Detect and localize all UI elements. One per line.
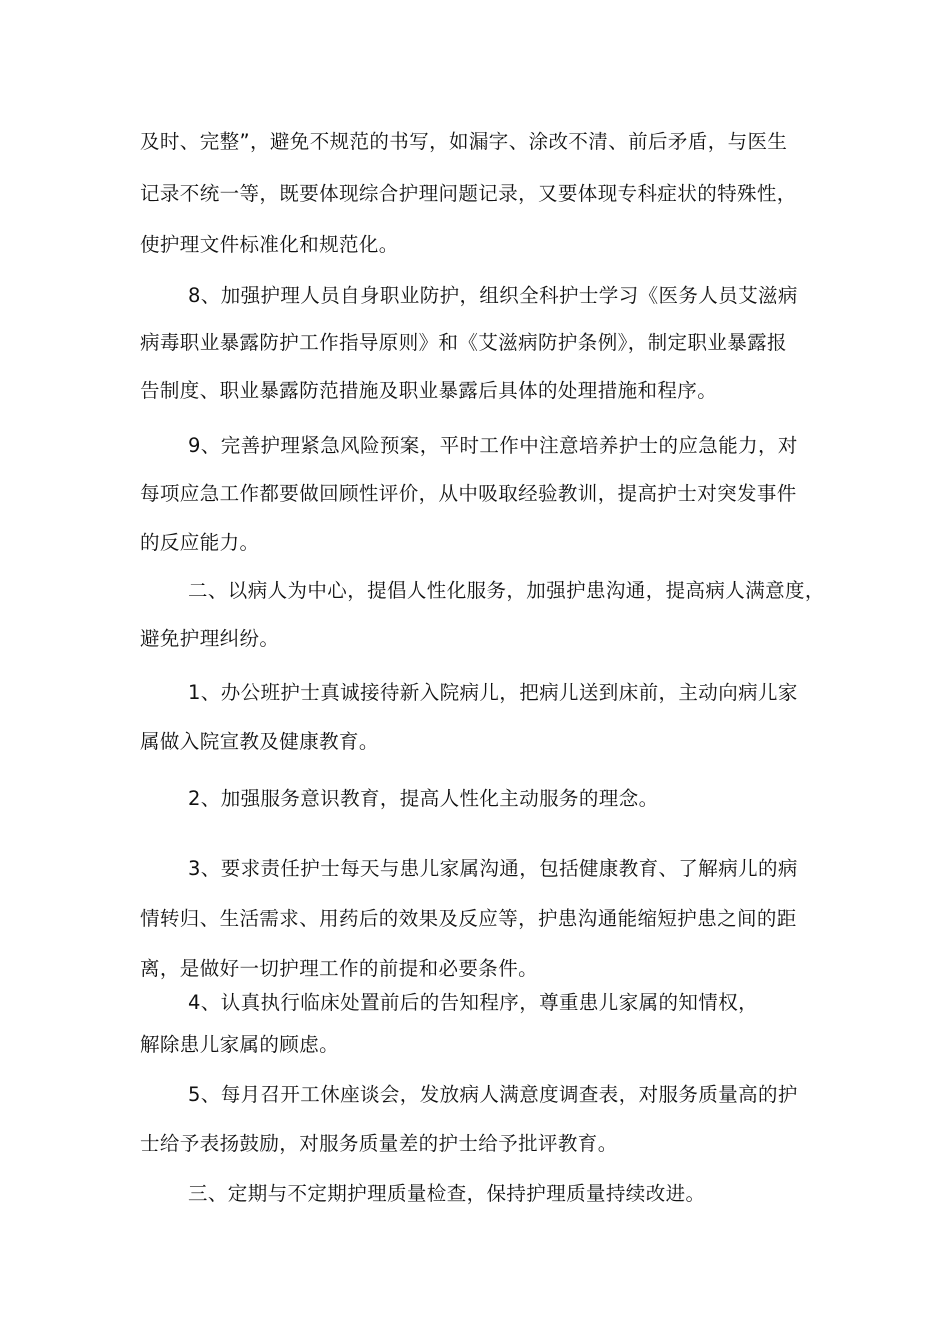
text-line: 3、要求责任护士每天与患儿家属沟通，包括健康教育、了解病儿的病 (188, 857, 798, 880)
text-line: 2、加强服务意识教育，提高人性化主动服务的理念。 (188, 787, 659, 810)
text-line: 1、办公班护士真诚接待新入院病儿，把病儿送到床前，主动向病儿家 (188, 681, 798, 704)
text-line: 属做入院宣教及健康教育。 (140, 730, 379, 753)
section-heading: 三、定期与不定期护理质量检查，保持护理质量持续改进。 (188, 1182, 706, 1205)
text-line: 及时、完整”，避免不规范的书写，如漏字、涂改不清、前后矛盾，与医生 (140, 130, 788, 153)
text-line: 记录不统一等，既要体现综合护理问题记录，又要体现专科症状的特殊性， (140, 182, 797, 205)
section-heading: 二、以病人为中心，提倡人性化服务，加强护患沟通，提高病人满意度， (188, 579, 825, 602)
text-line: 情转归、生活需求、用药后的效果及反应等，护患沟通能缩短护患之间的距 (140, 907, 797, 930)
section-heading-continued: 避免护理纠纷。 (140, 627, 280, 650)
text-line: 8、加强护理人员自身职业防护，组织全科护士学习《医务人员艾滋病 (188, 284, 798, 307)
text-line: 每项应急工作都要做回顾性评价，从中吸取经验教训，提高护士对突发事件 (140, 482, 797, 505)
text-line: 离，是做好一切护理工作的前提和必要条件。 (140, 957, 539, 980)
text-line: 告制度、职业暴露防范措施及职业暴露后具体的处理措施和程序。 (140, 379, 718, 402)
text-line: 5、每月召开工休座谈会，发放病人满意度调查表，对服务质量高的护 (188, 1083, 798, 1106)
text-line: 病毒职业暴露防护工作指导原则》和《艾滋病防护条例》，制定职业暴露报 (140, 331, 787, 354)
text-line: 士给予表扬鼓励，对服务质量差的护士给予批评教育。 (140, 1132, 618, 1155)
text-line: 使护理文件标准化和规范化。 (140, 233, 399, 256)
text-line: 4、认真执行临床处置前后的告知程序，尊重患儿家属的知情权， (188, 991, 759, 1014)
text-line: 9、完善护理紧急风险预案，平时工作中注意培养护士的应急能力，对 (188, 434, 798, 457)
text-line: 的反应能力。 (140, 531, 260, 554)
text-line: 解除患儿家属的顾虑。 (140, 1033, 340, 1056)
